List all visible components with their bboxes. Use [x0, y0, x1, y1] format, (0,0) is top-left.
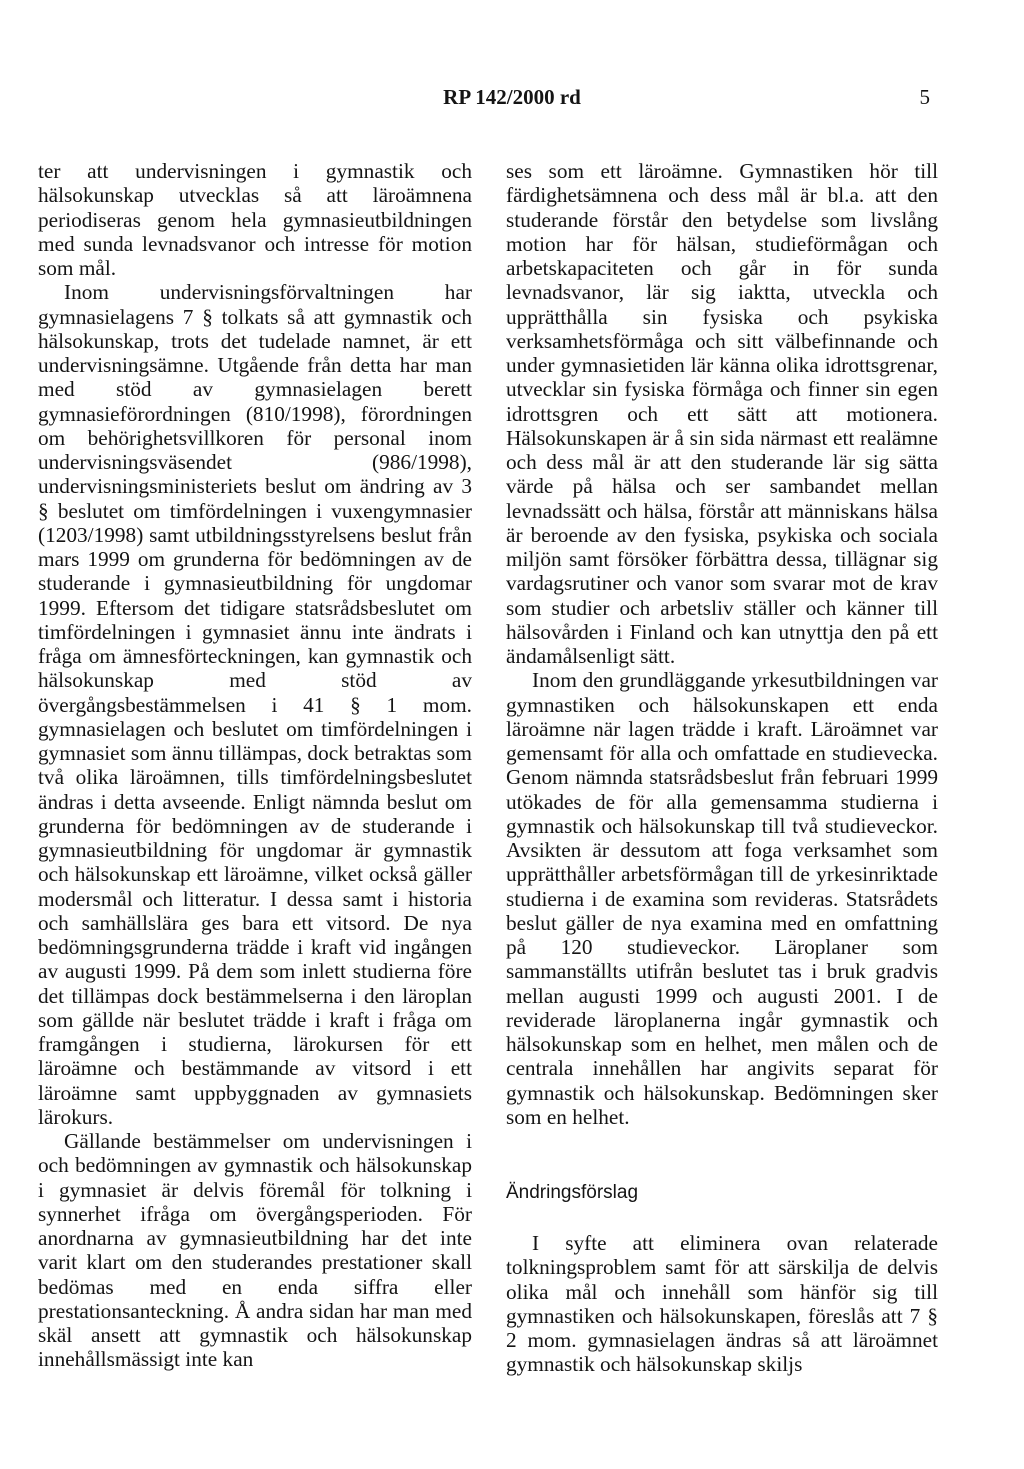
paragraph-current-provisions: Gällande bestämmelser om undervisningen i och bedömningen av gymnastik och hälsokunskap i gymnasiet är delvis föremål för tolkning i synnerhet ifråga om övergångsperioden. För anordnarna av gymnasieutbildning har det inte varit klart om den studerandes prestationer skall bedömas med en enda siffra eller prestationsanteckning. Å andra sidan har man med skäl ansett att gymnastik och hälsokunskap innehållsmässigt inte kan — [38, 1129, 472, 1372]
right-column — [506, 159, 938, 1377]
paragraph-proposal: I syfte att eliminera ovan relaterade tolkningsproblem samt för att särskilja de delvis olika mål och innehåll som hänför sig till gymnastiken och hälsokunskapen, föreslås att 7 § 2 mom. gymnasielagen ändras så att läroämnet gymnastik och hälsokunskap skiljs — [506, 1231, 938, 1377]
paragraph-continuation: ter att undervisningen i gymnastik och hälsokunskap utvecklas så att läroämnena periodiseras genom hela gymnasieutbildningen med sunda levnadsvanor och intresse för motion som mål. — [38, 159, 472, 280]
running-head: RP 142/2000 rd — [443, 85, 581, 109]
page-header — [0, 82, 1024, 112]
left-column — [38, 159, 472, 1372]
paragraph-subject-goals: ses som ett läroämne. Gymnastiken hör till färdighetsämnena och dess mål är bl.a. att den studerande förstår den betydelse som livslång motion har för hälsan, studieförmågan och arbetskapaciteten och går in för sunda levnadsvanor, lär sig iaktta, utveckla och upprätthålla sin fysiska och psykiska verksamhetsförmåga och sitt välbefinnande och under gymnasietiden lär känna olika idrottsgrenar, utvecklar sin fysiska förmåga och finner sin egen idrottsgren och ett sätt att motionera. Hälsokunskapen är å sin sida närmast ett realämne och dess mål är att den studerande lär sig sätta värde på hälsa och ser sambandet mellan levnadssätt och hälsa, förstår att människans hälsa är beroende av den fysiska, psykiska och sociala miljön samt försöker förbättra dessa, tillägnar sig vardagsrutiner och vanor som svarar mot de krav som studier och arbetsliv ställer och känner till hälsovården i Finland och kan utnyttja den på ett ändamålsenligt sätt. — [506, 159, 938, 668]
page-number: 5 — [919, 85, 930, 109]
paragraph-vocational-education: Inom den grundläggande yrkesutbildningen var gymnastiken och hälsokunskapen ett enda läroämne när lagen trädde i kraft. Läroämnet var gemensamt för alla och omfattade en studievecka. Genom nämnda statsrådsbeslut från februari 1999 utökades de för alla gemensamma studierna i gymnastik och hälsokunskap till två studieveckor. Avsikten är dessutom att foga verksamhet som upprätthåller arbetsförmågan till de yrkesinriktade studierna i de examina som revideras. Statsrådets beslut gäller de nya examina med en omfattning på 120 studieveckor. Läroplaner som sammanställts utifrån beslutet tas i bruk gradvis mellan augusti 1999 och augusti 2001. I de reviderade läroplanerna ingår gymnastik och hälsokunskap som en helhet, men målen och de centrala innehållen har angivits separat för gymnastik och hälsokunskap. Bedömningen sker som en helhet. — [506, 668, 938, 1129]
section-heading: Ändringsförslag — [506, 1182, 639, 1203]
paragraph-interpretation: Inom undervisningsförvaltningen har gymnasielagens 7 § tolkats så att gymnastik och hälsokunskap, trots det tudelade namnet, är ett undervisningsämne. Utgående från detta har man med stöd av gymnasielagen berett gymnasieförordningen (810/1998), förordningen om behörighetsvillkoren för personal inom undervisningsväsendet (986/1998), undervisningsministeriets beslut om ändring av 3 § beslutet om timfördelningen i vuxengymnasier (1203/1998) samt utbildningsstyrelsens beslut från mars 1999 om grunderna för bedömningen av de studerande i gymnasieutbildning för ungdomar 1999. Eftersom det tidigare statsrådsbeslutet om timfördelningen i gymnasiet ännu inte ändrats i fråga om ämnesförteckningen, kan gymnastik och hälsokunskap med stöd av övergångsbestämmelsen i 41 § 1 mom. gymnasielagen och beslutet om timfördelningen i gymnasiet som ännu tillämpas, dock betraktas som två olika läroämnen, tills timfördelningsbeslutet ändras i detta avseende. Enligt nämnda beslut om grunderna för bedömningen av de studerande i gymnasieutbildning för ungdomar är gymnastik och hälsokunskap ett läroämne, vilket också gäller modersmål och litteratur. I dessa samt i historia och samhällslära ges bara ett vitsord. De nya bedömningsgrunderna trädde i kraft vid ingången av augusti 1999. På dem som inlett studierna före det tillämpas dock bestämmelserna i den läroplan som gällde när beslutet trädde i kraft i fråga om framgången i studierna, lärokursen för ett läroämne och bestämmande av vitsord i ett läroämne samt uppbyggnaden av gymnasiets lärokurs. — [38, 280, 472, 1129]
